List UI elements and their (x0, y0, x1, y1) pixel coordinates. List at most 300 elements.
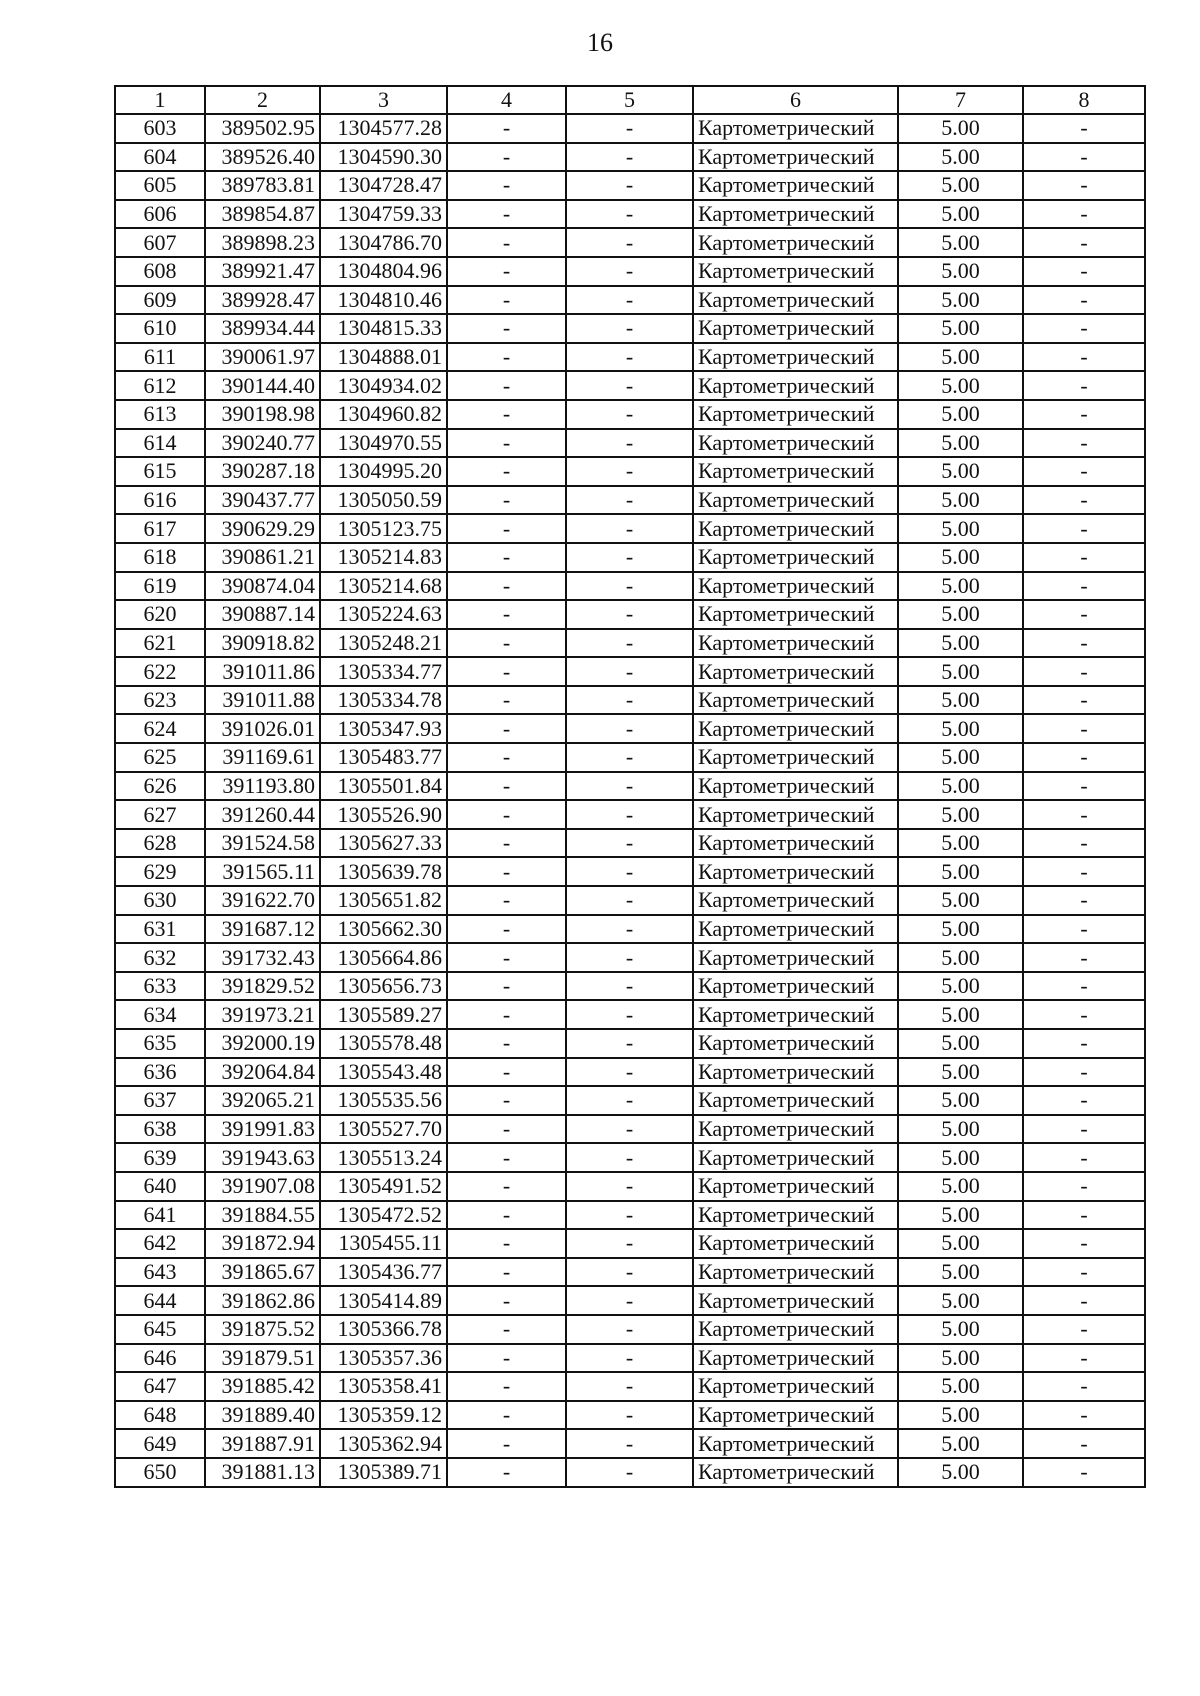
point-number-cell: 605 (115, 171, 205, 200)
point-number-cell: 611 (115, 343, 205, 372)
accuracy-cell: 5.00 (898, 514, 1023, 543)
col-8-value-cell: - (1023, 1058, 1145, 1087)
method-cell: Картометрический (693, 800, 898, 829)
point-number-cell: 623 (115, 686, 205, 715)
col-8-value-cell: - (1023, 371, 1145, 400)
y-coordinate-cell: 1304960.82 (320, 400, 447, 429)
accuracy-cell: 5.00 (898, 686, 1023, 715)
method-cell: Картометрический (693, 286, 898, 315)
accuracy-cell: 5.00 (898, 1315, 1023, 1344)
page-number: 16 (587, 28, 613, 57)
point-number-cell: 614 (115, 429, 205, 458)
table-row (115, 1058, 1145, 1087)
x-coordinate-cell: 391887.91 (205, 1429, 320, 1458)
col-5-value-cell: - (566, 743, 693, 772)
method-cell: Картометрический (693, 1172, 898, 1201)
method-cell: Картометрический (693, 343, 898, 372)
accuracy-cell: 5.00 (898, 543, 1023, 572)
point-number-cell: 627 (115, 800, 205, 829)
col-5-value-cell: - (566, 1429, 693, 1458)
accuracy-cell: 5.00 (898, 1344, 1023, 1373)
col-8-value-cell: - (1023, 1258, 1145, 1287)
accuracy-cell: 5.00 (898, 1086, 1023, 1115)
y-coordinate-cell: 1305639.78 (320, 857, 447, 886)
method-cell: Картометрический (693, 171, 898, 200)
col-8-value-cell: - (1023, 686, 1145, 715)
col-4-value-cell: - (447, 686, 566, 715)
accuracy-cell: 5.00 (898, 228, 1023, 257)
col-8-value-cell: - (1023, 1429, 1145, 1458)
table-row (115, 1315, 1145, 1344)
col-5-value-cell: - (566, 772, 693, 801)
col-5-value-cell: - (566, 1143, 693, 1172)
accuracy-cell: 5.00 (898, 1372, 1023, 1401)
accuracy-cell: 5.00 (898, 1229, 1023, 1258)
table-row (115, 800, 1145, 829)
col-4-value-cell: - (447, 1258, 566, 1287)
x-coordinate-cell: 391943.63 (205, 1143, 320, 1172)
col-4-value-cell: - (447, 457, 566, 486)
point-number-cell: 603 (115, 114, 205, 143)
method-cell: Картометрический (693, 1429, 898, 1458)
col-4-value-cell: - (447, 171, 566, 200)
col-8-value-cell: - (1023, 1201, 1145, 1230)
y-coordinate-cell: 1305455.11 (320, 1229, 447, 1258)
accuracy-cell: 5.00 (898, 1286, 1023, 1315)
col-5-value-cell: - (566, 1372, 693, 1401)
point-number-cell: 607 (115, 228, 205, 257)
x-coordinate-cell: 389783.81 (205, 171, 320, 200)
table-row (115, 429, 1145, 458)
table-row (115, 1000, 1145, 1029)
col-4-value-cell: - (447, 714, 566, 743)
x-coordinate-cell: 390874.04 (205, 572, 320, 601)
x-coordinate-cell: 392065.21 (205, 1086, 320, 1115)
y-coordinate-cell: 1305664.86 (320, 943, 447, 972)
col-5-value-cell: - (566, 829, 693, 858)
accuracy-cell: 5.00 (898, 886, 1023, 915)
y-coordinate-cell: 1305651.82 (320, 886, 447, 915)
accuracy-cell: 5.00 (898, 286, 1023, 315)
point-number-cell: 630 (115, 886, 205, 915)
col-5-value-cell: - (566, 600, 693, 629)
col-4-value-cell: - (447, 943, 566, 972)
table-row (115, 1143, 1145, 1172)
x-coordinate-cell: 391687.12 (205, 915, 320, 944)
table-row (115, 714, 1145, 743)
table-row (115, 772, 1145, 801)
col-8-value-cell: - (1023, 1286, 1145, 1315)
table-row (115, 1258, 1145, 1287)
table-row (115, 686, 1145, 715)
x-coordinate-cell: 389921.47 (205, 257, 320, 286)
accuracy-cell: 5.00 (898, 1258, 1023, 1287)
y-coordinate-cell: 1305589.27 (320, 1000, 447, 1029)
x-coordinate-cell: 391885.42 (205, 1372, 320, 1401)
accuracy-cell: 5.00 (898, 1172, 1023, 1201)
x-coordinate-cell: 390144.40 (205, 371, 320, 400)
method-cell: Картометрический (693, 829, 898, 858)
accuracy-cell: 5.00 (898, 343, 1023, 372)
point-number-cell: 635 (115, 1029, 205, 1058)
col-4-value-cell: - (447, 1000, 566, 1029)
col-5-value-cell: - (566, 972, 693, 1001)
method-cell: Картометрический (693, 600, 898, 629)
x-coordinate-cell: 391872.94 (205, 1229, 320, 1258)
method-cell: Картометрический (693, 200, 898, 229)
y-coordinate-cell: 1305248.21 (320, 629, 447, 658)
accuracy-cell: 5.00 (898, 457, 1023, 486)
point-number-cell: 629 (115, 857, 205, 886)
accuracy-cell: 5.00 (898, 486, 1023, 515)
accuracy-cell: 5.00 (898, 400, 1023, 429)
table-row (115, 886, 1145, 915)
accuracy-cell: 5.00 (898, 657, 1023, 686)
col-8-value-cell: - (1023, 228, 1145, 257)
y-coordinate-cell: 1305578.48 (320, 1029, 447, 1058)
col-4-value-cell: - (447, 1029, 566, 1058)
col-8-value-cell: - (1023, 829, 1145, 858)
col-5-value-cell: - (566, 371, 693, 400)
table-row (115, 114, 1145, 143)
point-number-cell: 620 (115, 600, 205, 629)
method-cell: Картометрический (693, 543, 898, 572)
col-5-value-cell: - (566, 228, 693, 257)
y-coordinate-cell: 1305501.84 (320, 772, 447, 801)
table-row (115, 171, 1145, 200)
col-4-value-cell: - (447, 1115, 566, 1144)
table-row (115, 1086, 1145, 1115)
col-5-value-cell: - (566, 1029, 693, 1058)
point-number-cell: 628 (115, 829, 205, 858)
method-cell: Картометрический (693, 743, 898, 772)
table-row (115, 972, 1145, 1001)
table-row (115, 400, 1145, 429)
accuracy-cell: 5.00 (898, 371, 1023, 400)
col-4-value-cell: - (447, 629, 566, 658)
x-coordinate-cell: 391622.70 (205, 886, 320, 915)
point-number-cell: 608 (115, 257, 205, 286)
col-8-value-cell: - (1023, 429, 1145, 458)
col-8-value-cell: - (1023, 772, 1145, 801)
col-5-value-cell: - (566, 143, 693, 172)
column-header-5: 5 (566, 86, 693, 114)
accuracy-cell: 5.00 (898, 429, 1023, 458)
accuracy-cell: 5.00 (898, 200, 1023, 229)
col-4-value-cell: - (447, 1315, 566, 1344)
col-5-value-cell: - (566, 1000, 693, 1029)
x-coordinate-cell: 389898.23 (205, 228, 320, 257)
col-4-value-cell: - (447, 371, 566, 400)
method-cell: Картометрический (693, 429, 898, 458)
table-row (115, 257, 1145, 286)
col-4-value-cell: - (447, 1086, 566, 1115)
col-4-value-cell: - (447, 657, 566, 686)
method-cell: Картометрический (693, 714, 898, 743)
x-coordinate-cell: 392000.19 (205, 1029, 320, 1058)
table-row (115, 143, 1145, 172)
point-number-cell: 643 (115, 1258, 205, 1287)
y-coordinate-cell: 1305214.68 (320, 572, 447, 601)
point-number-cell: 638 (115, 1115, 205, 1144)
y-coordinate-cell: 1305123.75 (320, 514, 447, 543)
col-8-value-cell: - (1023, 1344, 1145, 1373)
point-number-cell: 640 (115, 1172, 205, 1201)
x-coordinate-cell: 391260.44 (205, 800, 320, 829)
col-5-value-cell: - (566, 686, 693, 715)
x-coordinate-cell: 391829.52 (205, 972, 320, 1001)
x-coordinate-cell: 390240.77 (205, 429, 320, 458)
point-number-cell: 644 (115, 1286, 205, 1315)
table-row (115, 343, 1145, 372)
point-number-cell: 639 (115, 1143, 205, 1172)
column-header-4: 4 (447, 86, 566, 114)
table-row (115, 457, 1145, 486)
col-5-value-cell: - (566, 514, 693, 543)
method-cell: Картометрический (693, 1315, 898, 1344)
col-4-value-cell: - (447, 1172, 566, 1201)
y-coordinate-cell: 1305472.52 (320, 1201, 447, 1230)
y-coordinate-cell: 1304590.30 (320, 143, 447, 172)
header-row (115, 86, 1145, 114)
col-4-value-cell: - (447, 1058, 566, 1087)
x-coordinate-cell: 389934.44 (205, 314, 320, 343)
y-coordinate-cell: 1304804.96 (320, 257, 447, 286)
x-coordinate-cell: 390918.82 (205, 629, 320, 658)
accuracy-cell: 5.00 (898, 743, 1023, 772)
y-coordinate-cell: 1305358.41 (320, 1372, 447, 1401)
col-4-value-cell: - (447, 400, 566, 429)
x-coordinate-cell: 391011.88 (205, 686, 320, 715)
point-number-cell: 626 (115, 772, 205, 801)
col-5-value-cell: - (566, 543, 693, 572)
y-coordinate-cell: 1305483.77 (320, 743, 447, 772)
col-4-value-cell: - (447, 114, 566, 143)
accuracy-cell: 5.00 (898, 829, 1023, 858)
col-5-value-cell: - (566, 572, 693, 601)
accuracy-cell: 5.00 (898, 943, 1023, 972)
y-coordinate-cell: 1305627.33 (320, 829, 447, 858)
method-cell: Картометрический (693, 114, 898, 143)
col-5-value-cell: - (566, 915, 693, 944)
method-cell: Картометрический (693, 1458, 898, 1487)
col-8-value-cell: - (1023, 1229, 1145, 1258)
col-4-value-cell: - (447, 972, 566, 1001)
col-5-value-cell: - (566, 629, 693, 658)
accuracy-cell: 5.00 (898, 800, 1023, 829)
table-row (115, 314, 1145, 343)
x-coordinate-cell: 390061.97 (205, 343, 320, 372)
col-8-value-cell: - (1023, 114, 1145, 143)
col-8-value-cell: - (1023, 286, 1145, 315)
col-5-value-cell: - (566, 1115, 693, 1144)
point-number-cell: 609 (115, 286, 205, 315)
col-5-value-cell: - (566, 1458, 693, 1487)
col-4-value-cell: - (447, 143, 566, 172)
accuracy-cell: 5.00 (898, 600, 1023, 629)
col-4-value-cell: - (447, 343, 566, 372)
col-4-value-cell: - (447, 572, 566, 601)
accuracy-cell: 5.00 (898, 1029, 1023, 1058)
col-8-value-cell: - (1023, 600, 1145, 629)
table-row (115, 286, 1145, 315)
col-5-value-cell: - (566, 714, 693, 743)
col-8-value-cell: - (1023, 343, 1145, 372)
col-8-value-cell: - (1023, 1372, 1145, 1401)
x-coordinate-cell: 390861.21 (205, 543, 320, 572)
col-8-value-cell: - (1023, 486, 1145, 515)
table-row (115, 1172, 1145, 1201)
col-4-value-cell: - (447, 829, 566, 858)
col-8-value-cell: - (1023, 857, 1145, 886)
y-coordinate-cell: 1305491.52 (320, 1172, 447, 1201)
method-cell: Картометрический (693, 572, 898, 601)
method-cell: Картометрический (693, 228, 898, 257)
col-8-value-cell: - (1023, 800, 1145, 829)
x-coordinate-cell: 391991.83 (205, 1115, 320, 1144)
y-coordinate-cell: 1305526.90 (320, 800, 447, 829)
col-5-value-cell: - (566, 1401, 693, 1430)
accuracy-cell: 5.00 (898, 714, 1023, 743)
col-8-value-cell: - (1023, 657, 1145, 686)
y-coordinate-cell: 1305662.30 (320, 915, 447, 944)
col-5-value-cell: - (566, 343, 693, 372)
col-5-value-cell: - (566, 1086, 693, 1115)
accuracy-cell: 5.00 (898, 1143, 1023, 1172)
y-coordinate-cell: 1304759.33 (320, 200, 447, 229)
col-4-value-cell: - (447, 600, 566, 629)
point-number-cell: 622 (115, 657, 205, 686)
col-8-value-cell: - (1023, 314, 1145, 343)
x-coordinate-cell: 391524.58 (205, 829, 320, 858)
y-coordinate-cell: 1305366.78 (320, 1315, 447, 1344)
method-cell: Картометрический (693, 1286, 898, 1315)
y-coordinate-cell: 1305543.48 (320, 1058, 447, 1087)
y-coordinate-cell: 1305214.83 (320, 543, 447, 572)
table-row (115, 857, 1145, 886)
accuracy-cell: 5.00 (898, 857, 1023, 886)
col-4-value-cell: - (447, 543, 566, 572)
col-8-value-cell: - (1023, 1315, 1145, 1344)
y-coordinate-cell: 1304995.20 (320, 457, 447, 486)
method-cell: Картометрический (693, 657, 898, 686)
method-cell: Картометрический (693, 457, 898, 486)
accuracy-cell: 5.00 (898, 772, 1023, 801)
x-coordinate-cell: 391907.08 (205, 1172, 320, 1201)
col-5-value-cell: - (566, 314, 693, 343)
coordinates-table (114, 85, 1146, 1488)
table-body (115, 114, 1145, 1487)
y-coordinate-cell: 1304810.46 (320, 286, 447, 315)
method-cell: Картометрический (693, 314, 898, 343)
col-8-value-cell: - (1023, 743, 1145, 772)
method-cell: Картометрический (693, 886, 898, 915)
column-header-7: 7 (898, 86, 1023, 114)
method-cell: Картометрический (693, 1229, 898, 1258)
col-8-value-cell: - (1023, 543, 1145, 572)
table-row (115, 829, 1145, 858)
accuracy-cell: 5.00 (898, 1058, 1023, 1087)
table-row (115, 915, 1145, 944)
y-coordinate-cell: 1304786.70 (320, 228, 447, 257)
x-coordinate-cell: 390198.98 (205, 400, 320, 429)
point-number-cell: 631 (115, 915, 205, 944)
table-row (115, 1401, 1145, 1430)
col-8-value-cell: - (1023, 1401, 1145, 1430)
col-8-value-cell: - (1023, 200, 1145, 229)
y-coordinate-cell: 1305359.12 (320, 1401, 447, 1430)
x-coordinate-cell: 391193.80 (205, 772, 320, 801)
method-cell: Картометрический (693, 1143, 898, 1172)
table-row (115, 1372, 1145, 1401)
col-5-value-cell: - (566, 114, 693, 143)
col-5-value-cell: - (566, 857, 693, 886)
col-5-value-cell: - (566, 886, 693, 915)
method-cell: Картометрический (693, 1058, 898, 1087)
x-coordinate-cell: 389502.95 (205, 114, 320, 143)
y-coordinate-cell: 1305347.93 (320, 714, 447, 743)
table-row (115, 1286, 1145, 1315)
col-5-value-cell: - (566, 657, 693, 686)
y-coordinate-cell: 1305224.63 (320, 600, 447, 629)
column-header-8: 8 (1023, 86, 1145, 114)
col-4-value-cell: - (447, 228, 566, 257)
y-coordinate-cell: 1305436.77 (320, 1258, 447, 1287)
table-row (115, 486, 1145, 515)
point-number-cell: 617 (115, 514, 205, 543)
x-coordinate-cell: 391169.61 (205, 743, 320, 772)
col-8-value-cell: - (1023, 943, 1145, 972)
col-4-value-cell: - (447, 1286, 566, 1315)
col-4-value-cell: - (447, 1429, 566, 1458)
col-5-value-cell: - (566, 400, 693, 429)
table-row (115, 1115, 1145, 1144)
x-coordinate-cell: 391881.13 (205, 1458, 320, 1487)
point-number-cell: 637 (115, 1086, 205, 1115)
accuracy-cell: 5.00 (898, 1401, 1023, 1430)
point-number-cell: 632 (115, 943, 205, 972)
y-coordinate-cell: 1305362.94 (320, 1429, 447, 1458)
col-5-value-cell: - (566, 1229, 693, 1258)
column-header-2: 2 (205, 86, 320, 114)
col-8-value-cell: - (1023, 1458, 1145, 1487)
table-row (115, 1229, 1145, 1258)
table-row (115, 1429, 1145, 1458)
col-4-value-cell: - (447, 857, 566, 886)
method-cell: Картометрический (693, 857, 898, 886)
col-8-value-cell: - (1023, 1172, 1145, 1201)
col-8-value-cell: - (1023, 514, 1145, 543)
x-coordinate-cell: 391865.67 (205, 1258, 320, 1287)
col-4-value-cell: - (447, 1344, 566, 1373)
col-5-value-cell: - (566, 1344, 693, 1373)
point-number-cell: 642 (115, 1229, 205, 1258)
table-row (115, 600, 1145, 629)
point-number-cell: 641 (115, 1201, 205, 1230)
point-number-cell: 612 (115, 371, 205, 400)
accuracy-cell: 5.00 (898, 1458, 1023, 1487)
col-4-value-cell: - (447, 1458, 566, 1487)
col-5-value-cell: - (566, 257, 693, 286)
method-cell: Картометрический (693, 1258, 898, 1287)
method-cell: Картометрический (693, 1029, 898, 1058)
point-number-cell: 645 (115, 1315, 205, 1344)
point-number-cell: 615 (115, 457, 205, 486)
table-row (115, 1029, 1145, 1058)
y-coordinate-cell: 1304577.28 (320, 114, 447, 143)
point-number-cell: 625 (115, 743, 205, 772)
col-4-value-cell: - (447, 200, 566, 229)
